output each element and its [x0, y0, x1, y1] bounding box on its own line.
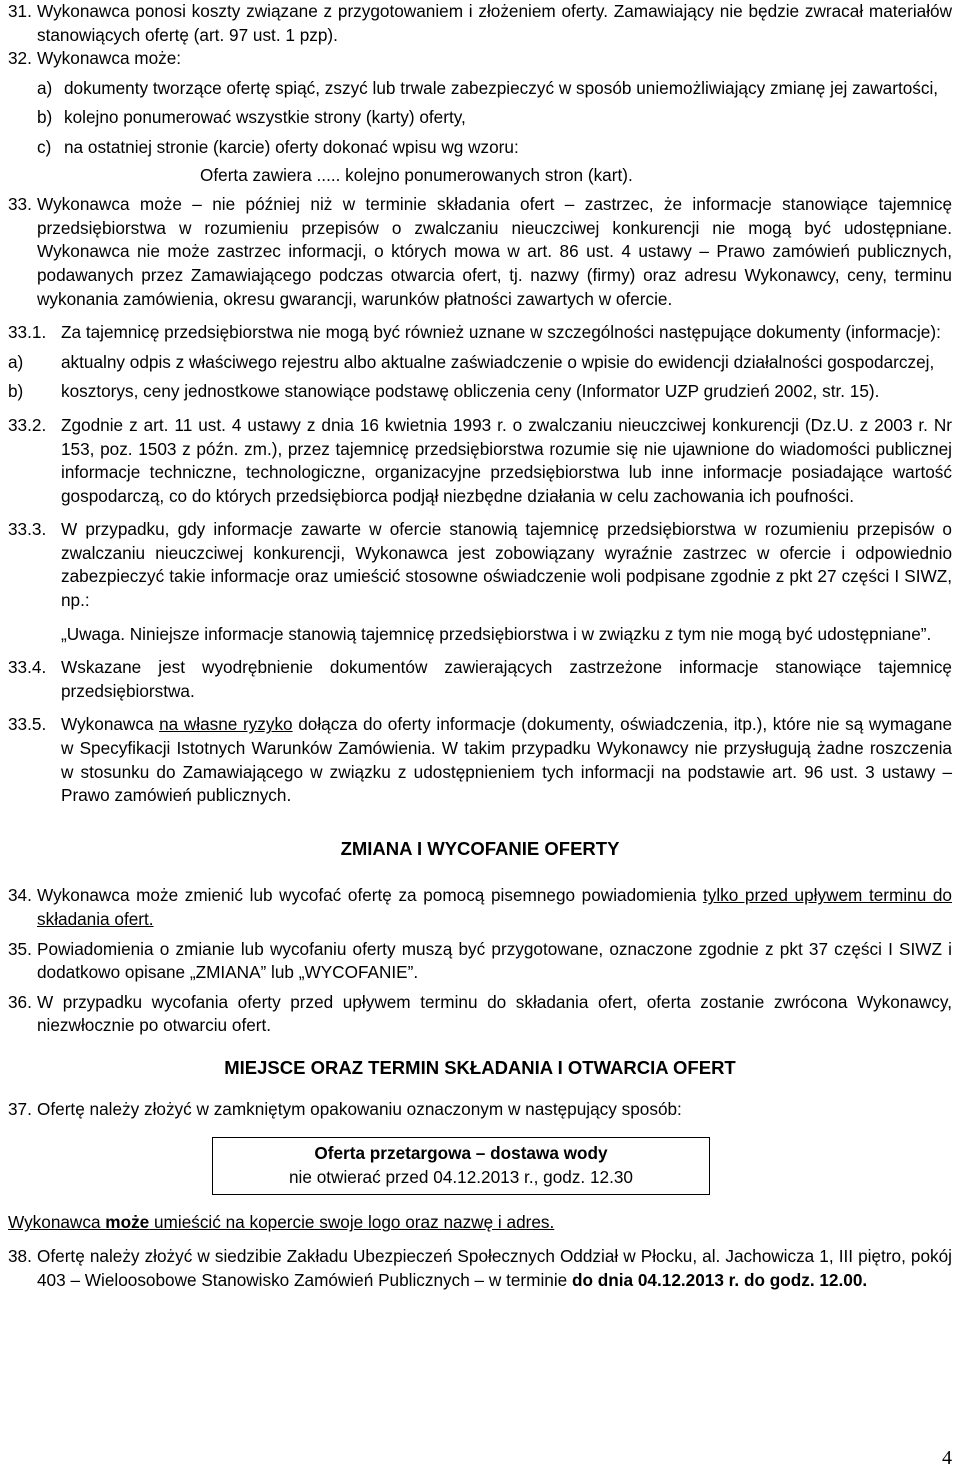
paragraph-number: 38.: [8, 1245, 32, 1266]
paragraph-number: 32.: [8, 48, 32, 69]
paragraph-number: 37.: [8, 1098, 32, 1119]
paragraph-text: W przypadku, gdy informacje zawarte w ofercie stanowią tajemnicę przedsiębiorstwa w rozumieniu przepisów o zwalczaniu nieuczciwej konkurencji, Wykonawca jest zobowiązany wyraźnie zastrzec w ofercie i odpowiednio zabezpieczyć takie informacje oraz umieścić stosowne oświadczenie woli podpisane zgodnie z pkt 27 części I SIWZ, np.:: [61, 519, 952, 611]
paragraph-34: [8, 884, 952, 931]
paragraph-33-2: [8, 414, 952, 508]
list-item: a) aktualny odpis z właściwego rejestru albo aktualne zaświadczenie o wpisie do ewidencji działalności gospodarczej,: [8, 351, 935, 372]
paragraph-text: Ofertę należy złożyć w siedzibie Zakładu Ubezpieczeń Społecznych Oddział w Płocku, al. Jachowicza 1, III piętro, pokój 403 – Wieloosobowe Stanowisko Zamówień Publicznych – w terminie do dnia 04.12.2013 r. do godz. 12.00.: [37, 1245, 952, 1290]
envelope-subtitle: nie otwierać przed 04.12.2013 r., godz. 12.30: [289, 1166, 633, 1187]
paragraph-number: 33.4.: [8, 657, 47, 678]
paragraph-text: Powiadomienia o zmianie lub wycofaniu oferty muszą być przygotowane, oznaczone zgodnie z pkt 37 części I SIWZ i dodatkowo opisane „ZMIANA” lub „WYCOFANIE”.: [37, 938, 952, 983]
paragraph-number: 33.1.: [8, 322, 47, 343]
paragraph-36: [8, 991, 952, 1038]
list-item: c) na ostatniej stronie (karcie) oferty dokonać wpisu wg wzoru:: [37, 136, 519, 157]
paragraph-number: 33.3.: [8, 519, 47, 540]
envelope-title: Oferta przetargowa – dostawa wody: [314, 1143, 608, 1164]
list-item: b) kosztorys, ceny jednostkowe stanowiące podstawę obliczenia ceny (Informator UZP grudzień 2002, str. 15).: [8, 381, 880, 402]
paragraph-number: 33.5.: [8, 714, 47, 735]
paragraph-text: Ofertę należy złożyć w zamkniętym opakowaniu oznaczonym w następujący sposób:: [37, 1098, 682, 1119]
paragraph-text: Wykonawca może zmienić lub wycofać ofertę za pomocą pisemnego powiadomienia tylko przed upływem terminu do składania ofert.: [37, 885, 952, 929]
paragraph-number: 33.2.: [8, 414, 47, 435]
list-item: a) dokumenty tworzące ofertę spiąć, zszyć lub trwale zabezpieczyć w sposób uniemożliwiający zmianę jej zawartości,: [37, 77, 939, 98]
paragraph-33-4: [8, 656, 952, 703]
formula-text: Oferta zawiera ..... kolejno ponumerowanych stron (kart).: [200, 164, 633, 185]
paragraph-text: W przypadku wycofania oferty przed upływem terminu do składania ofert, oferta zostanie zwrócona Wykonawcy, niezwłocznie po otwarciu ofert.: [37, 991, 952, 1036]
document-page: [8, 0, 952, 1292]
paragraph-33-5: [8, 713, 952, 807]
paragraph-number: 35.: [8, 938, 32, 959]
envelope-note: Wykonawca może umieścić na kopercie swoje logo oraz nazwę i adres.: [8, 1212, 555, 1233]
paragraph-31: [8, 0, 952, 47]
paragraph-35: [8, 938, 952, 985]
paragraph-33-1: [8, 321, 952, 345]
paragraph-number: 31.: [8, 1, 32, 21]
paragraph-33-3: [8, 518, 952, 646]
underlined-text: na własne ryzyko: [159, 714, 293, 735]
paragraph-number: 36.: [8, 991, 32, 1012]
paragraph-text: Wykonawca ponosi koszty związane z przygotowaniem i złożeniem oferty. Zamawiający nie będzie zwracał materiałów stanowiących ofertę (art. 97 ust. 1 pzp).: [37, 1, 952, 45]
section-heading: MIEJSCE ORAZ TERMIN SKŁADANIA I OTWARCIA OFERT: [224, 1056, 736, 1078]
envelope-label-box: [212, 1137, 710, 1195]
paragraph-32: [8, 47, 952, 187]
list-item: b) kolejno ponumerować wszystkie strony (karty) oferty,: [37, 107, 466, 128]
paragraph-text: Wykonawca na własne ryzyko dołącza do oferty informacje (dokumenty, oświadczenia, itp.), które nie są wymagane w Specyfikacji Istotnych Warunków Zamówienia. W takim przypadku Wykonawcy nie przysługują żadne roszczenia w stosunku do Zamawiającego w związku z udostępnieniem tych informacji na podstawie art. 96 ust. 3 ustawy – Prawo zamówień publicznych.: [61, 714, 952, 806]
paragraph-text: Wskazane jest wyodrębnienie dokumentów zawierających zastrzeżone informacje stanowiące tajemnicę przedsiębiorstwa.: [61, 657, 952, 701]
paragraph-text: Wykonawca może – nie później niż w terminie składania ofert – zastrzec, że informacje stanowiące tajemnicę przedsiębiorstwa w rozumieniu przepisów o zwalczaniu nieuczciwej konkurencji nie mogą być udostępniane. Wykonawca nie może zastrzec informacji, o których mowa w art. 86 ust. 4 ustawy – Prawo zamówień publicznych, podawanych przez Zamawiającego podczas otwarcia ofert, tj. nazwy (firmy) oraz adresu Wykonawcy, ceny, terminu wykonania zamówienia, okresu gwarancji, warunków płatności zawartych w ofercie.: [37, 194, 952, 309]
paragraph-text: Za tajemnicę przedsiębiorstwa nie mogą być również uznane w szczególności następujące dokumenty (informacje):: [61, 322, 941, 343]
page-number: 4: [942, 1447, 952, 1469]
section-heading: ZMIANA I WYCOFANIE OFERTY: [340, 837, 620, 859]
paragraph-text: Wykonawca może:: [37, 48, 182, 69]
paragraph-number: 33.: [8, 194, 32, 215]
paragraph-number: 34.: [8, 885, 32, 906]
paragraph-text: Zgodnie z art. 11 ust. 4 ustawy z dnia 16 kwietnia 1993 r. o zwalczaniu nieuczciwej konkurencji (Dz.U. z 2003 r. Nr 153, poz. 1503 z późn. zm.), przez tajemnicę przedsiębiorstwa rozumie się nie ujawnione do wiadomości publicznej informacje techniczne, technologiczne, organizacyjne przedsiębiorstwa lub inne informacje posiadające wartość gospodarczą, co do których przedsiębiorca podjął niezbędne działania w celu zachowania ich poufności.: [61, 414, 952, 506]
quote-text: „Uwaga. Niniejsze informacje stanowią tajemnicę przedsiębiorstwa i w związku z tym nie mogą być udostępniane”.: [61, 623, 932, 644]
paragraph-37: [8, 1098, 952, 1122]
paragraph-33: [8, 193, 952, 311]
underlined-text: tylko przed upływem terminu do składania ofert.: [37, 885, 952, 929]
paragraph-38: [8, 1245, 952, 1292]
